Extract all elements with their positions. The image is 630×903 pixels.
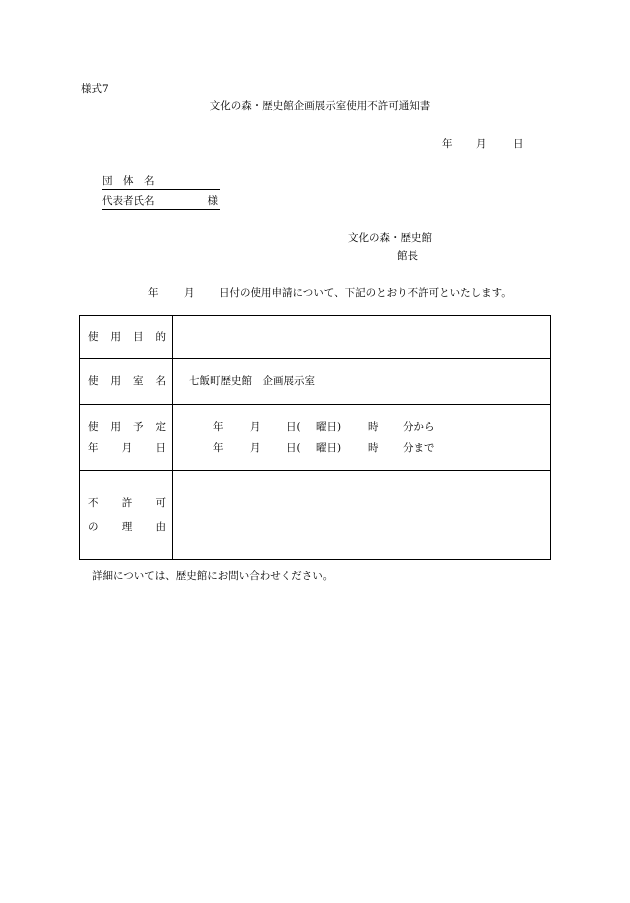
room-row: [80, 359, 551, 405]
reason-value[interactable]: [173, 471, 551, 560]
date-day: 日: [513, 138, 524, 150]
purpose-label: 使 用 目 的: [80, 316, 173, 359]
date-month: 月: [476, 138, 487, 150]
schedule-end: 年 月 日( 曜日) 時 分まで: [213, 441, 435, 454]
notice-text: 日付の使用申請について、下記のとおり不許可といたします。: [219, 287, 512, 299]
schedule-row: [80, 405, 551, 471]
reason-label: 不 許 可 の 理 由: [80, 471, 173, 560]
issue-date: [442, 139, 524, 150]
room-value[interactable]: 七飯町歴史館 企画展示室: [173, 359, 551, 405]
date-year: 年: [442, 138, 453, 150]
purpose-row: [80, 316, 551, 359]
room-label: 使 用 室 名: [80, 359, 173, 405]
purpose-value[interactable]: [173, 316, 551, 359]
notice-sentence: [148, 288, 512, 299]
issuer-organization: 文化の森・歴史館: [348, 232, 432, 244]
representative-field[interactable]: [102, 196, 220, 210]
representative-label: 代表者氏名: [102, 195, 155, 207]
form-number: 様式7: [81, 83, 109, 95]
reason-row: [80, 471, 551, 560]
honorific: 様: [207, 195, 218, 207]
org-name-label: 団 体 名: [102, 175, 155, 187]
schedule-start: 年 月 日( 曜日) 時 分から: [213, 421, 435, 433]
schedule-label: 使 用 予 定 年 月 日: [80, 405, 173, 471]
contact-note: 詳細については、歴史館にお問い合わせください。: [92, 570, 334, 582]
notice-month: 月: [184, 287, 195, 299]
notice-year: 年: [148, 287, 159, 299]
document-title: 文化の森・歴史館企画展示室使用不許可通知書: [209, 100, 431, 112]
issuer-title: 館長: [397, 250, 418, 262]
application-table: [79, 315, 551, 560]
schedule-value[interactable]: [173, 405, 551, 471]
org-name-field[interactable]: [102, 176, 220, 190]
